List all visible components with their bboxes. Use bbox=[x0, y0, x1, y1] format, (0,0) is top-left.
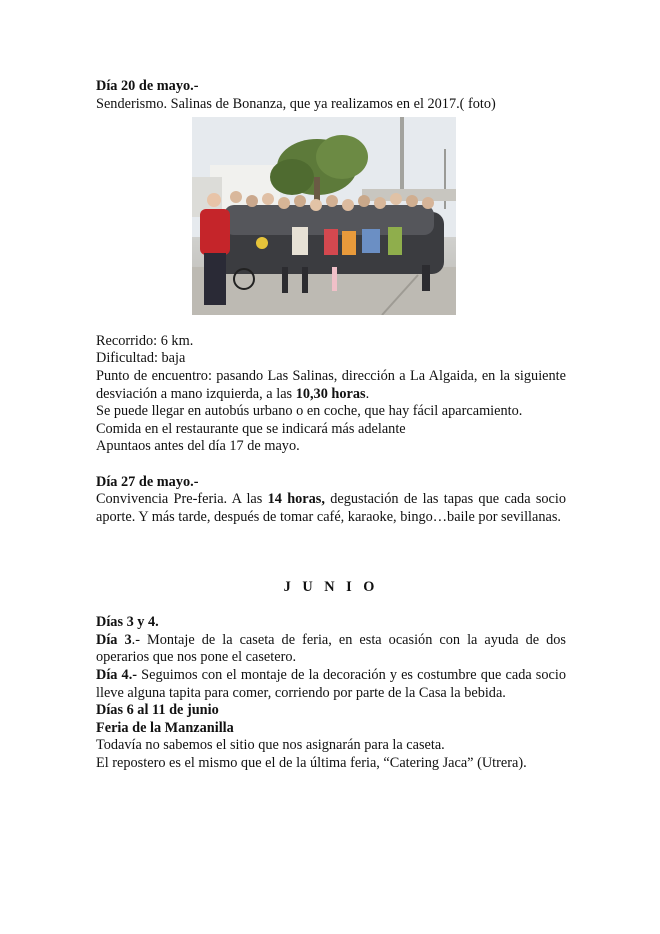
pre-feria-text-a: Convivencia Pre-feria. A las bbox=[96, 491, 268, 508]
caseta-info: Todavía no sabemos el sitio que nos asignarán para la caseta. bbox=[96, 737, 445, 754]
meeting-point-end: . bbox=[365, 385, 370, 402]
route-difficulty: Dificultad: baja bbox=[96, 350, 186, 367]
repostero-info: El repostero es el mismo que el de la última feria, “Catering Jaca” (Utrera). bbox=[96, 755, 527, 772]
transport-info: Se puede llegar en autobús urbano o en coche, que hay fácil aparcamiento. bbox=[96, 403, 523, 420]
section-heading-may-20: Día 20 de mayo.- bbox=[96, 78, 199, 94]
day-3-text bbox=[96, 632, 566, 667]
feria-dates: Días 6 al 11 de junio bbox=[96, 702, 219, 719]
hiking-intro: Senderismo. Salinas de Bonanza, que ya realizamos en el 2017.( foto) bbox=[96, 95, 496, 112]
meeting-point bbox=[96, 368, 566, 403]
feria-name: Feria de la Manzanilla bbox=[96, 719, 234, 736]
lunch-info: Comida en el restaurante que se indicará más adelante bbox=[96, 420, 406, 437]
group-photo-image bbox=[192, 117, 456, 315]
day-4-body: Seguimos con el montaje de la decoración y es costumbre que cada socio lleve alguna tapita para comer, corriendo por parte de la Casa la bebida. bbox=[96, 667, 566, 701]
document-page bbox=[96, 78, 566, 773]
signup-deadline: Apuntaos antes del día 17 de mayo. bbox=[96, 438, 300, 455]
section-heading-june-3-4: Días 3 y 4. bbox=[96, 614, 159, 631]
month-title: J U N I O bbox=[283, 579, 379, 596]
group-photo bbox=[192, 117, 456, 315]
pre-feria-time: 14 horas, bbox=[267, 491, 325, 508]
section-heading-may-27: Día 27 de mayo.- bbox=[96, 473, 199, 490]
pre-feria-text-b: degustación de las tapas que cada socio aporte. Y más tarde, después de tomar café, karaoke, bingo…baile por sevillanas. bbox=[96, 491, 567, 525]
day-3-label: Día 3 bbox=[96, 631, 132, 648]
meeting-point-text: Punto de encuentro: pasando Las Salinas, dirección a La Algaida, en la siguiente desviación a mano izquierda, a las bbox=[96, 367, 566, 402]
pre-feria-text bbox=[96, 491, 566, 526]
day-3-body: .- Montaje de la caseta de feria, en esta ocasión con la ayuda de dos operarios que nos pone el casetero. bbox=[96, 631, 566, 666]
meeting-time: 10,30 horas bbox=[295, 385, 366, 402]
day-4-text bbox=[96, 667, 566, 702]
day-4-label: Día 4.- bbox=[96, 667, 138, 684]
route-distance: Recorrido: 6 km. bbox=[96, 332, 194, 349]
